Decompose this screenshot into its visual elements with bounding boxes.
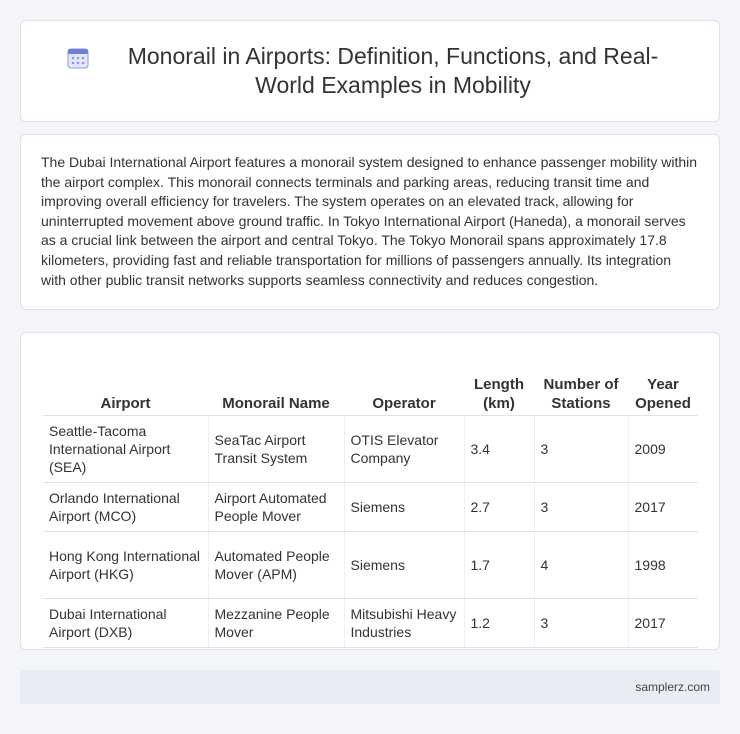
table-row [43, 415, 698, 482]
monorail-table [43, 353, 698, 648]
cell-airport: Hong Kong International Airport (HKG) [43, 531, 208, 598]
cell-airport: Dubai International Airport (DXB) [43, 598, 208, 647]
column-header-stations: Number of Stations [534, 353, 628, 415]
cell-monorail-name: Automated People Mover (APM) [208, 531, 344, 598]
footer [20, 670, 720, 704]
cell-year: 2017 [628, 598, 698, 647]
cell-length: 2.7 [464, 482, 534, 531]
cell-airport: Orlando International Airport (MCO) [43, 482, 208, 531]
column-header-length: Length (km) [464, 353, 534, 415]
calendar-icon [67, 47, 89, 69]
table-row [43, 482, 698, 531]
title-row [21, 21, 719, 121]
cell-year: 2009 [628, 415, 698, 482]
column-header-year: Year Opened [628, 353, 698, 415]
cell-operator: Siemens [344, 482, 464, 531]
cell-operator: Mitsubishi Heavy Industries [344, 598, 464, 647]
cell-year: 2017 [628, 482, 698, 531]
cell-length: 1.7 [464, 531, 534, 598]
cell-stations: 3 [534, 482, 628, 531]
cell-monorail-name: Airport Automated People Mover [208, 482, 344, 531]
column-header-airport: Airport [43, 353, 208, 415]
intro-card [20, 134, 720, 310]
cell-monorail-name: Mezzanine People Mover [208, 598, 344, 647]
table-header-row [43, 353, 698, 415]
cell-stations: 4 [534, 531, 628, 598]
column-header-monorail-name: Monorail Name [208, 353, 344, 415]
cell-stations: 3 [534, 415, 628, 482]
cell-operator: Siemens [344, 531, 464, 598]
cell-airport: Seattle-Tacoma International Airport (SEA) [43, 415, 208, 482]
cell-monorail-name: SeaTac Airport Transit System [208, 415, 344, 482]
cell-year: 1998 [628, 531, 698, 598]
cell-length: 3.4 [464, 415, 534, 482]
column-header-operator: Operator [344, 353, 464, 415]
intro-paragraph: The Dubai International Airport features a monorail system designed to enhance passenger mobility within the airport complex. This monorail connects terminals and parking areas, reducing transit time and improving overall efficiency for travelers. The system operates on an elevated track, allowing for uninterrupted movement above ground traffic. In Tokyo International Airport (Haneda), a monorail serves as a crucial link between the airport and central Tokyo. The Tokyo Monorail spans approximately 17.8 kilometers, providing fast and reliable transportation for millions of passengers annually. Its integration with other public transit networks supports seamless connectivity and reduces congestion. [41, 154, 698, 288]
table-card [20, 332, 720, 650]
title-card [20, 20, 720, 122]
cell-length: 1.2 [464, 598, 534, 647]
cell-stations: 3 [534, 598, 628, 647]
page-title: Monorail in Airports: Definition, Functions, and Real-World Examples in Mobility [127, 43, 659, 98]
table-row [43, 598, 698, 647]
footer-site-link[interactable]: samplerz.com [635, 680, 710, 694]
table-row [43, 531, 698, 598]
cell-operator: OTIS Elevator Company [344, 415, 464, 482]
